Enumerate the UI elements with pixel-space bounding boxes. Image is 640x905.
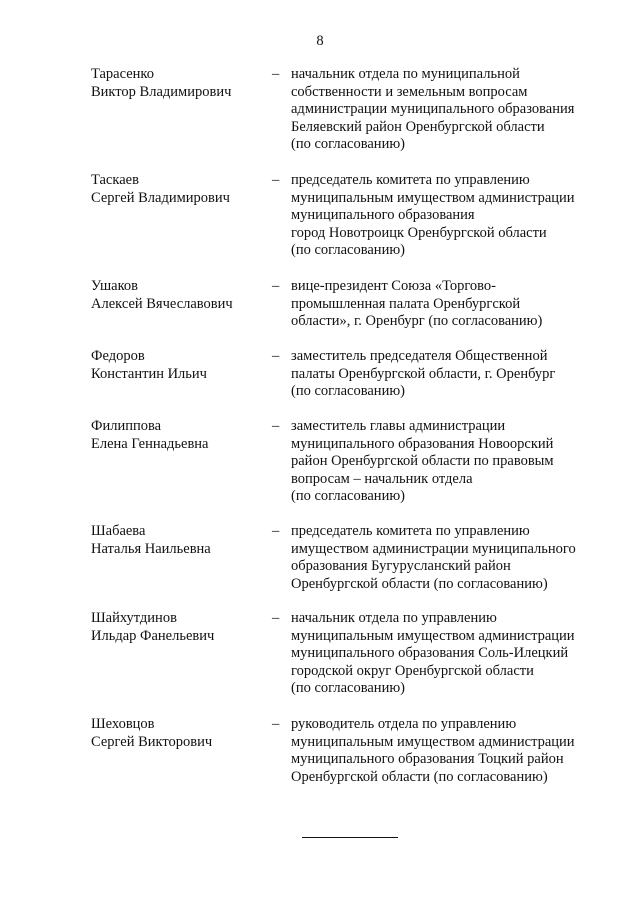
- member-name: [91, 348, 261, 383]
- position-line: заместитель главы администрации: [291, 418, 506, 434]
- member-given-names: Алексей Вячеславович: [91, 295, 233, 312]
- position-line: образования Бугурусланский район: [291, 558, 511, 575]
- separator-dash: –: [272, 523, 280, 539]
- member-position: [291, 716, 611, 786]
- position-line: заместитель председателя Общественной: [291, 348, 548, 364]
- member-surname: Шайхутдинов: [91, 610, 177, 626]
- position-line: начальник отдела по муниципальной: [291, 66, 520, 82]
- member-name: [91, 418, 261, 453]
- member-surname: Филиппова: [91, 418, 162, 434]
- position-line: палаты Оренбургской области, г. Оренбург: [291, 365, 556, 382]
- position-line: муниципального образования Новоорский: [291, 435, 554, 452]
- separator-dash: –: [272, 278, 280, 294]
- position-line: муниципальным имуществом администрации: [291, 627, 575, 644]
- page-number: 8: [316, 33, 324, 49]
- position-line: председатель комитета по управлению: [291, 172, 530, 188]
- position-line: Оренбургской области (по согласованию): [291, 575, 548, 592]
- separator-dash: –: [272, 348, 280, 364]
- position-line: муниципального образования: [291, 207, 475, 224]
- closing-rule: [302, 837, 398, 838]
- position-line: (по согласованию): [291, 680, 405, 697]
- member-name: [91, 523, 261, 558]
- separator-dash: –: [272, 610, 280, 626]
- member-name: [91, 278, 261, 313]
- position-line: (по согласованию): [291, 136, 405, 153]
- position-line: город Новотроицк Оренбургской области: [291, 224, 547, 241]
- position-line: администрации муниципального образования: [291, 101, 575, 118]
- member-given-names: Константин Ильич: [91, 365, 207, 382]
- member-surname: Ушаков: [91, 278, 138, 294]
- position-line: (по согласованию): [291, 242, 405, 259]
- member-name: [91, 716, 261, 751]
- member-position: [291, 278, 611, 331]
- position-line: собственности и земельным вопросам: [291, 83, 528, 100]
- position-line: вопросам – начальник отдела: [291, 470, 473, 487]
- separator-dash: –: [272, 418, 280, 434]
- member-given-names: Елена Геннадьевна: [91, 435, 209, 452]
- position-line: муниципальным имуществом администрации: [291, 189, 575, 206]
- member-position: [291, 418, 611, 506]
- position-line: имуществом администрации муниципального: [291, 540, 576, 557]
- member-name: [91, 66, 261, 101]
- separator-dash: –: [272, 172, 280, 188]
- position-line: (по согласованию): [291, 383, 405, 400]
- position-line: муниципальным имуществом администрации: [291, 733, 575, 750]
- member-given-names: Сергей Владимирович: [91, 189, 230, 206]
- member-given-names: Виктор Владимирович: [91, 83, 232, 100]
- position-line: председатель комитета по управлению: [291, 523, 530, 539]
- member-surname: Шабаева: [91, 523, 146, 539]
- member-position: [291, 348, 611, 401]
- member-name: [91, 172, 261, 207]
- member-position: [291, 523, 611, 593]
- member-surname: Тарасенко: [91, 66, 154, 82]
- position-line: муниципального образования Тоцкий район: [291, 751, 564, 768]
- position-line: области», г. Оренбург (по согласованию): [291, 313, 543, 330]
- position-line: городской округ Оренбургской области: [291, 662, 534, 679]
- member-surname: Федоров: [91, 348, 145, 364]
- position-line: вице-президент Союза «Торгово-: [291, 278, 496, 294]
- member-name: [91, 610, 261, 645]
- member-position: [291, 610, 611, 698]
- position-line: промышленная палата Оренбургской: [291, 295, 521, 312]
- position-line: (по согласованию): [291, 488, 405, 505]
- position-line: Беляевский район Оренбургской области: [291, 118, 545, 135]
- separator-dash: –: [272, 66, 280, 82]
- member-surname: Шеховцов: [91, 716, 155, 732]
- member-given-names: Ильдар Фанельевич: [91, 627, 215, 644]
- member-position: [291, 66, 611, 154]
- member-position: [291, 172, 611, 260]
- member-given-names: Наталья Наильевна: [91, 540, 211, 557]
- position-line: район Оренбургской области по правовым: [291, 453, 554, 470]
- member-given-names: Сергей Викторович: [91, 733, 213, 750]
- position-line: Оренбургской области (по согласованию): [291, 768, 548, 785]
- member-surname: Таскаев: [91, 172, 139, 188]
- separator-dash: –: [272, 716, 280, 732]
- position-line: начальник отдела по управлению: [291, 610, 497, 626]
- position-line: руководитель отдела по управлению: [291, 716, 517, 732]
- position-line: муниципального образования Соль-Илецкий: [291, 645, 569, 662]
